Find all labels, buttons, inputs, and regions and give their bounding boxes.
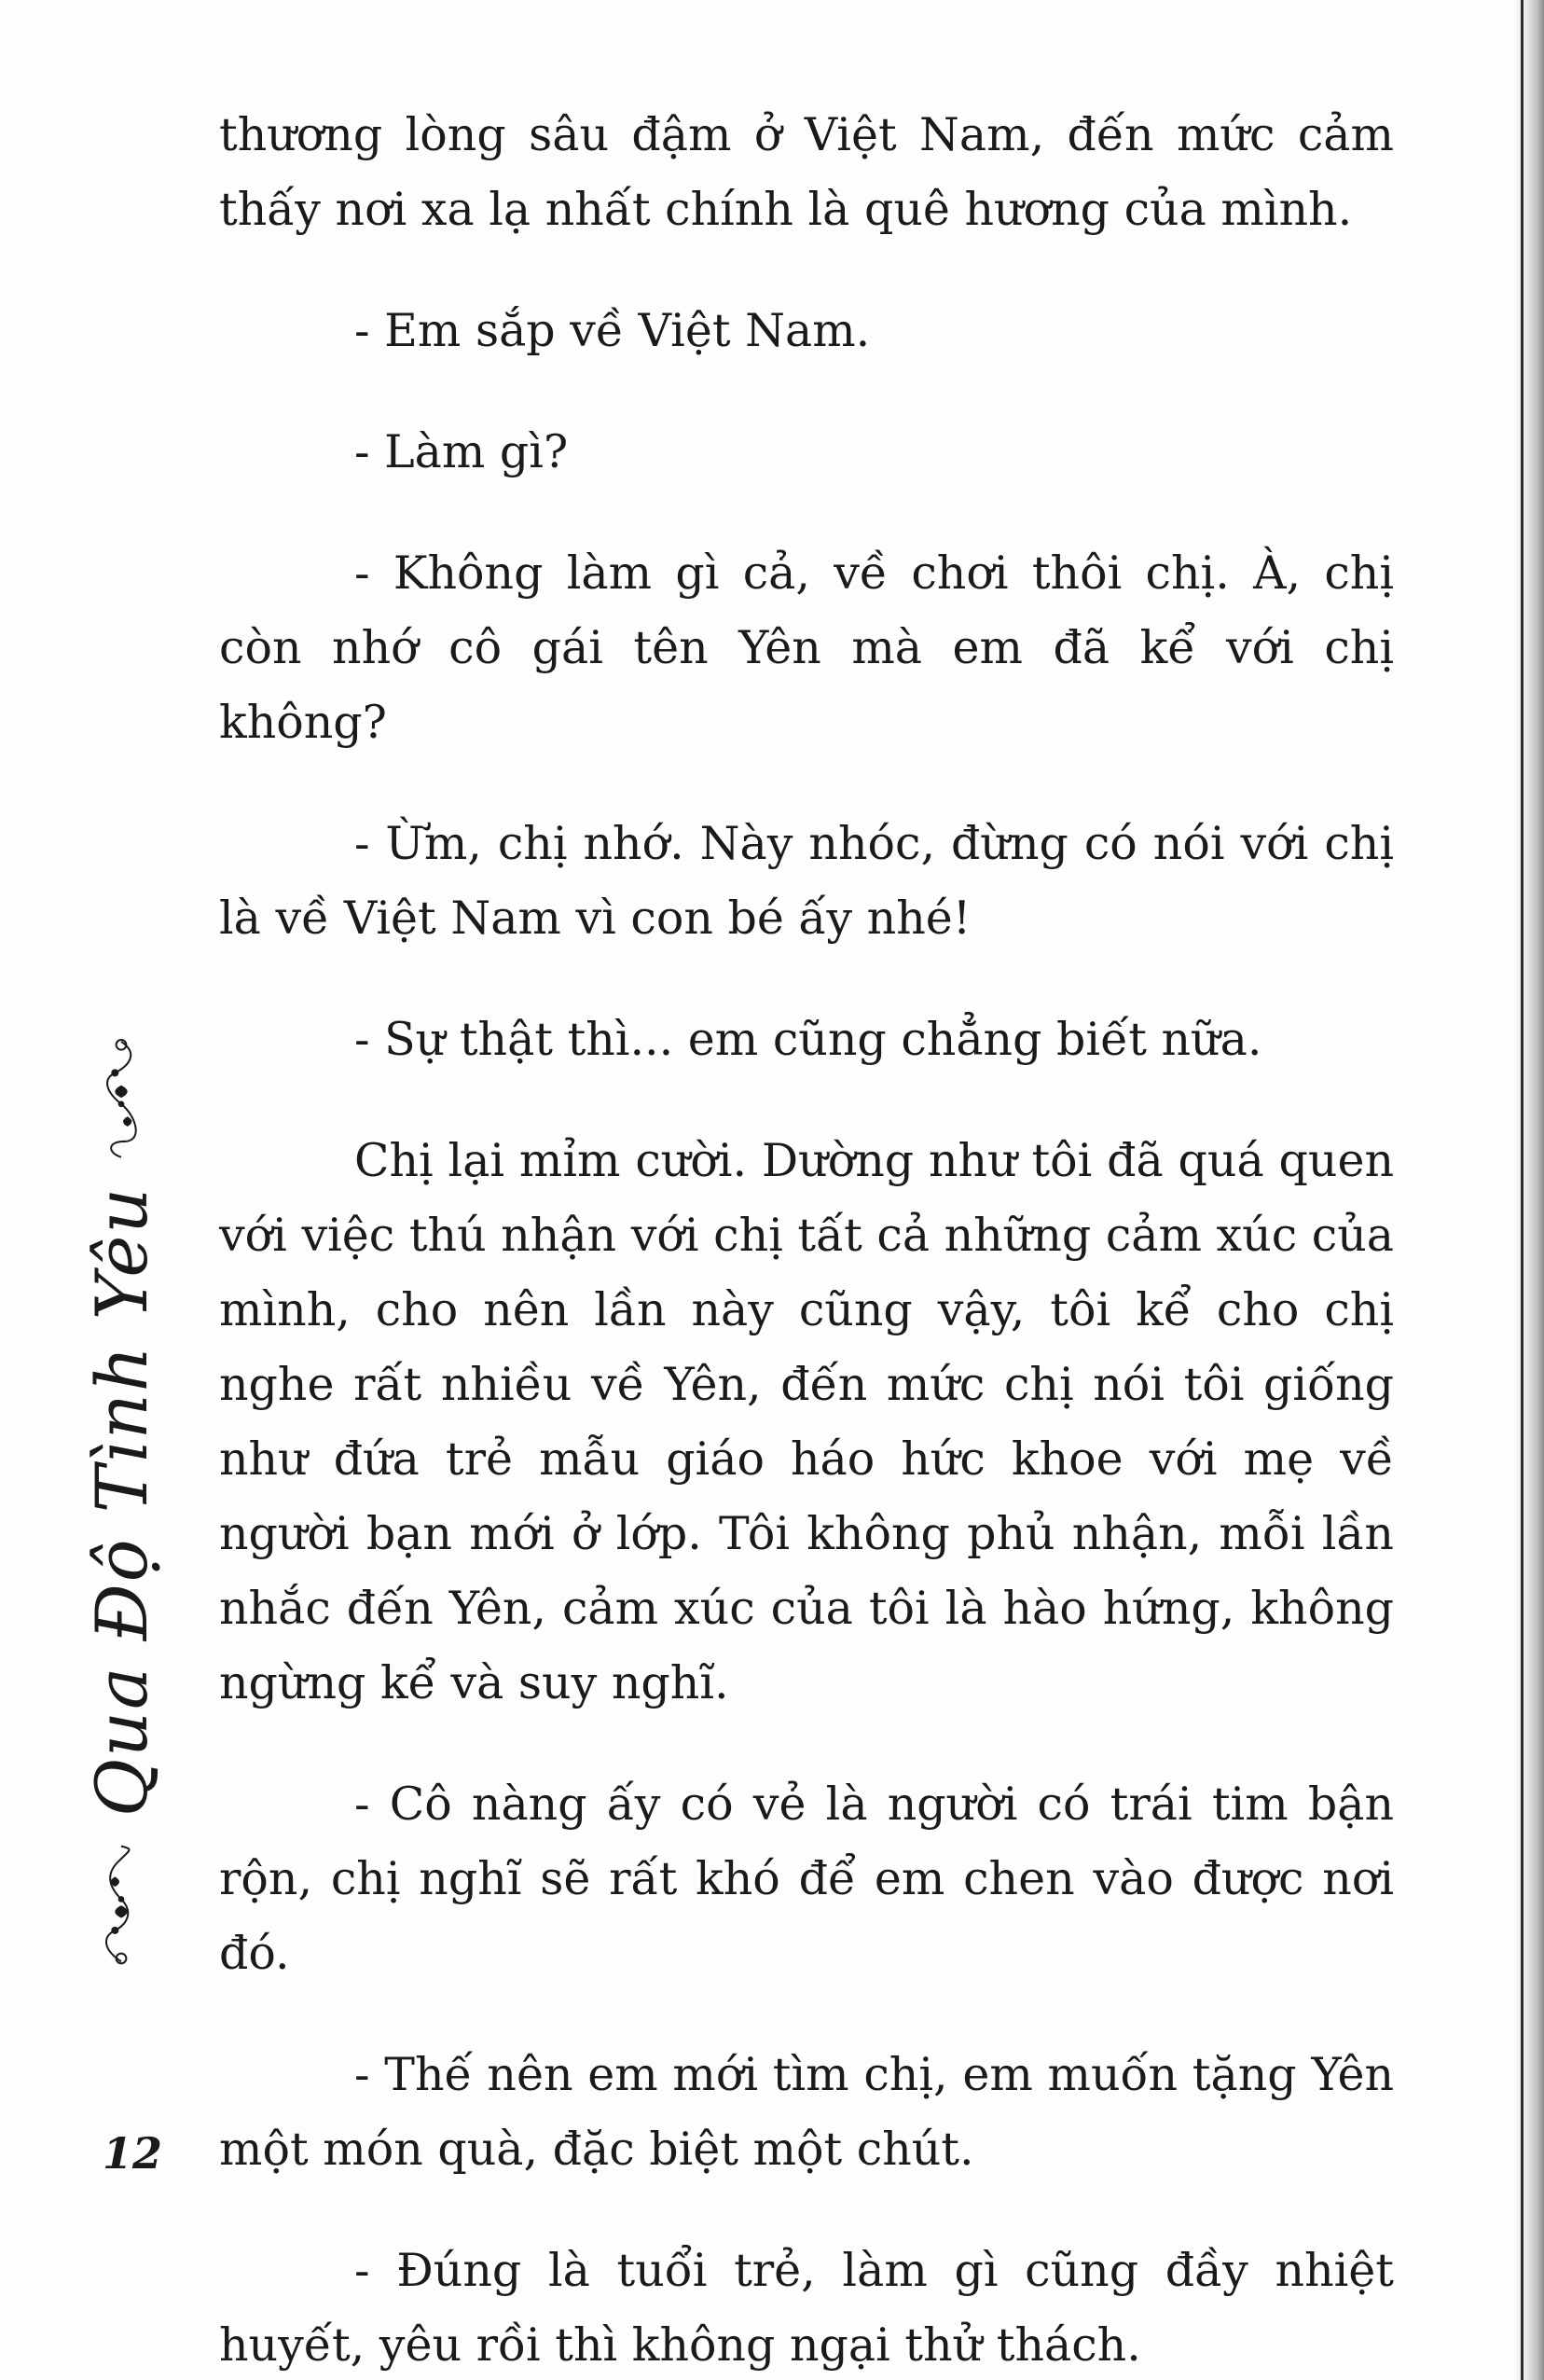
paragraph: - Thế nên em mới tìm chị, em muốn tặng Yên một món quà, đặc biệt một chút.	[219, 2048, 1394, 2176]
paragraph: - Làm gì?	[354, 425, 569, 478]
flourish-ornament-icon	[84, 1035, 159, 1160]
paragraph: - Đúng là tuổi trẻ, làm gì cũng đầy nhiệt huyết, yêu rồi thì không ngại thử thách.	[219, 2244, 1394, 2372]
running-head	[65, 1035, 177, 1968]
paragraph: - Ừm, chị nhớ. Này nhóc, đừng có nói với chị là về Việt Nam vì con bé ấy nhé!	[219, 817, 1394, 945]
binding-edge-line	[1521, 0, 1523, 2380]
paragraph: - Em sắp về Việt Nam.	[354, 304, 871, 357]
paragraph: thương lòng sâu đậm ở Việt Nam, đến mức cảm thấy nơi xa lạ nhất chính là quê hương của mình.	[219, 108, 1394, 236]
paragraph: - Sự thật thì... em cũng chẳng biết nữa.	[354, 1013, 1262, 1066]
page-number: 12	[103, 2128, 163, 2179]
paragraph: - Cô nàng ấy có vẻ là người có trái tim bận rộn, chị nghĩ sẽ rất khó để em chen vào được nơi đó.	[219, 1778, 1394, 1980]
paragraph: - Không làm gì cả, về chơi thôi chị. À, chị còn nhớ cô gái tên Yên mà em đã kể với chị không?	[219, 547, 1394, 749]
running-title: Qua Độ Tình Yêu	[79, 1185, 163, 1818]
paragraph: Chị lại mỉm cười. Dường như tôi đã quá quen với việc thú nhận với chị tất cả những cảm xúc của mình, cho nên lần này cũng vậy, tôi kể cho chị nghe rất nhiều về Yên, đến mức chị nói tôi giống như đứa trẻ mẫu giáo háo hức khoe với mẹ về người bạn mới ở lớp. Tôi không phủ nhận, mỗi lần nhắc đến Yên, cảm xúc của tôi là hào hứng, không ngừng kể và suy nghĩ.	[219, 1134, 1394, 1709]
body-text	[219, 98, 1394, 2380]
flourish-ornament-icon	[84, 1843, 159, 1968]
binding-edge-shadow	[1512, 0, 1544, 2380]
